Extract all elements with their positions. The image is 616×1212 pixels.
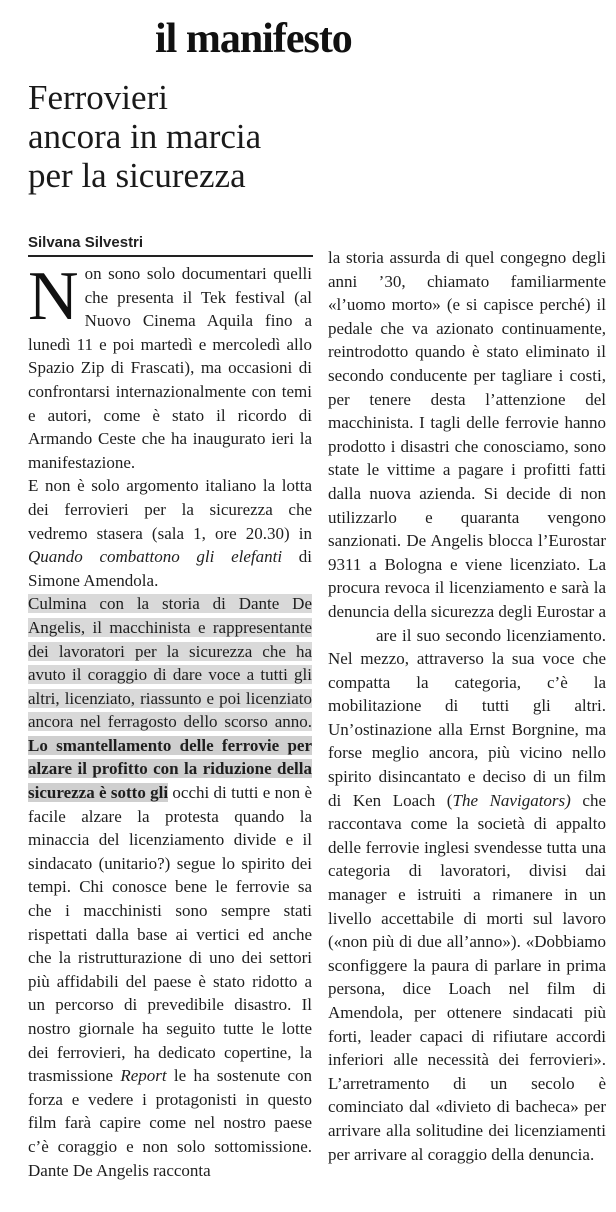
navigators-title: The Navigators) bbox=[452, 790, 571, 810]
masthead: il manifesto bbox=[155, 16, 352, 62]
paragraph-1: on sono solo documentari quelli che presenta il Tek festival (al Nuovo Cinema Aquila fino a lunedì 11 e poi martedì e mercoledì allo Spazio Zip di Frascati), ma occasioni di confrontarsi internazionalmente con temi e autori, come è stato il ricordo di Armando Ceste che ha inaugurato ieri la manifestazione. bbox=[28, 264, 312, 472]
paragraph-2-start: E non è solo argomento italiano la lotta dei ferrovieri per la sicurezza che vedremo stasera (sala 1, ore 20.30) in bbox=[28, 476, 312, 543]
paragraph-3-end: le ha sostenute con forza e vedere i protagonisti in questo film farà capire come nel nostro paese c’è coraggio e non solo sottomissione. Dante De Angelis racconta bbox=[28, 1066, 312, 1180]
report-title: Report bbox=[120, 1066, 167, 1086]
headline-line-2: ancora in marcia bbox=[28, 117, 262, 156]
headline bbox=[28, 78, 348, 195]
headline-line-1: Ferrovieri bbox=[28, 78, 168, 117]
article-column-left bbox=[28, 262, 312, 1202]
right-paragraph-2-end: che raccontava come la società di appalto delle ferrovie inglesi svendesse tutta una categoria di lavoratori, divisi dai manager e istruiti a rimanere in un livello accettabile di morti sul lavoro («non più di due all’anno»). «Dobbiamo sconfiggere la paura di parlare in prima persona, dice Loach nel film di Amendola, per ottenere sindacati più forti, leader capaci di rifiutare accordi inferiori alle necessità dei ferrovieri». L’arretramento di un secolo è cominciato dal «divieto di bacheca» per arrivare alla solitudine dei licenziamenti per arrivare al coraggio della denuncia. bbox=[328, 790, 606, 1164]
paragraph-2-end: di Simone Amendola. bbox=[28, 547, 312, 590]
highlighted-bold-text: Lo smantellamento delle ferrovie per alzare il profitto con la riduzione della sicurezza è sotto gli bbox=[28, 735, 312, 803]
paragraph-3: occhi di tutti e non è facile alzare la protesta quando la minaccia del licenziamento divide e il sindacato (unitario?) segue lo spirito dei tempi. Chi conosce bene le ferrovie sa che i macchinisti sono sempre stati rispettati dalla base ai vertici ed anche che la ristrutturazione di uno dei settori più affidabili del paese è stato ridotto a un percorso di prevedibile disastro. Il nostro giornale ha seguito tutte le lotte dei ferrovieri, ha dedicato copertine, la trasmissione bbox=[28, 783, 312, 1086]
byline-rule bbox=[28, 255, 313, 257]
headline-line-3: per la sicurezza bbox=[28, 156, 246, 195]
film-title: Quando combattono gli elefanti bbox=[28, 547, 283, 567]
right-paragraph-2: are il suo secondo licenziamento. Nel mezzo, attraverso la sua voce che compatta la categoria, c’è la mobilitazione di tutti gli altri. Un’ostinazione alla Ernst Borgnine, ma forse meglio ancora, più vicino nello spirito disincantato e deciso di un film di Ken Loach ( bbox=[328, 625, 606, 810]
article-column-right bbox=[328, 246, 606, 1206]
dropcap: N bbox=[28, 262, 79, 335]
highlighted-text: Culmina con la storia di Dante De Angelis, il macchinista e rappresentante dei lavoratori per la sicurezza che ha avuto il coraggio di dare voce a tutti gli altri, licenziato, riassunto e poi licenziato ancora nel ferragosto dello scorso anno. bbox=[28, 594, 312, 732]
right-paragraph-1: la storia assurda di quel congegno degli anni ’30, chiamato familiarmente «l’uomo morto» (e si capisce perché) il pedale che va azionato continuamente, reintrodotto quando è stato eliminato il secondo conducente per tagliare i costi, per tenere desta l’attenzione del macchinista. I tagli delle ferrovie hanno prodotto i disastri che conosciamo, sono state le vittime a pagare i profitti fatti dalla nuova azienda. Si decide di non utilizzarlo e quaranta vengono sanzionati. De Angelis blocca l’Eurostar 9311 a Bologna e viene licenziato. La procura revoca il licenziamento e sarà la denuncia della sicurezza degli Eurostar a bbox=[328, 248, 606, 621]
byline: Silvana Silvestri bbox=[28, 234, 144, 251]
